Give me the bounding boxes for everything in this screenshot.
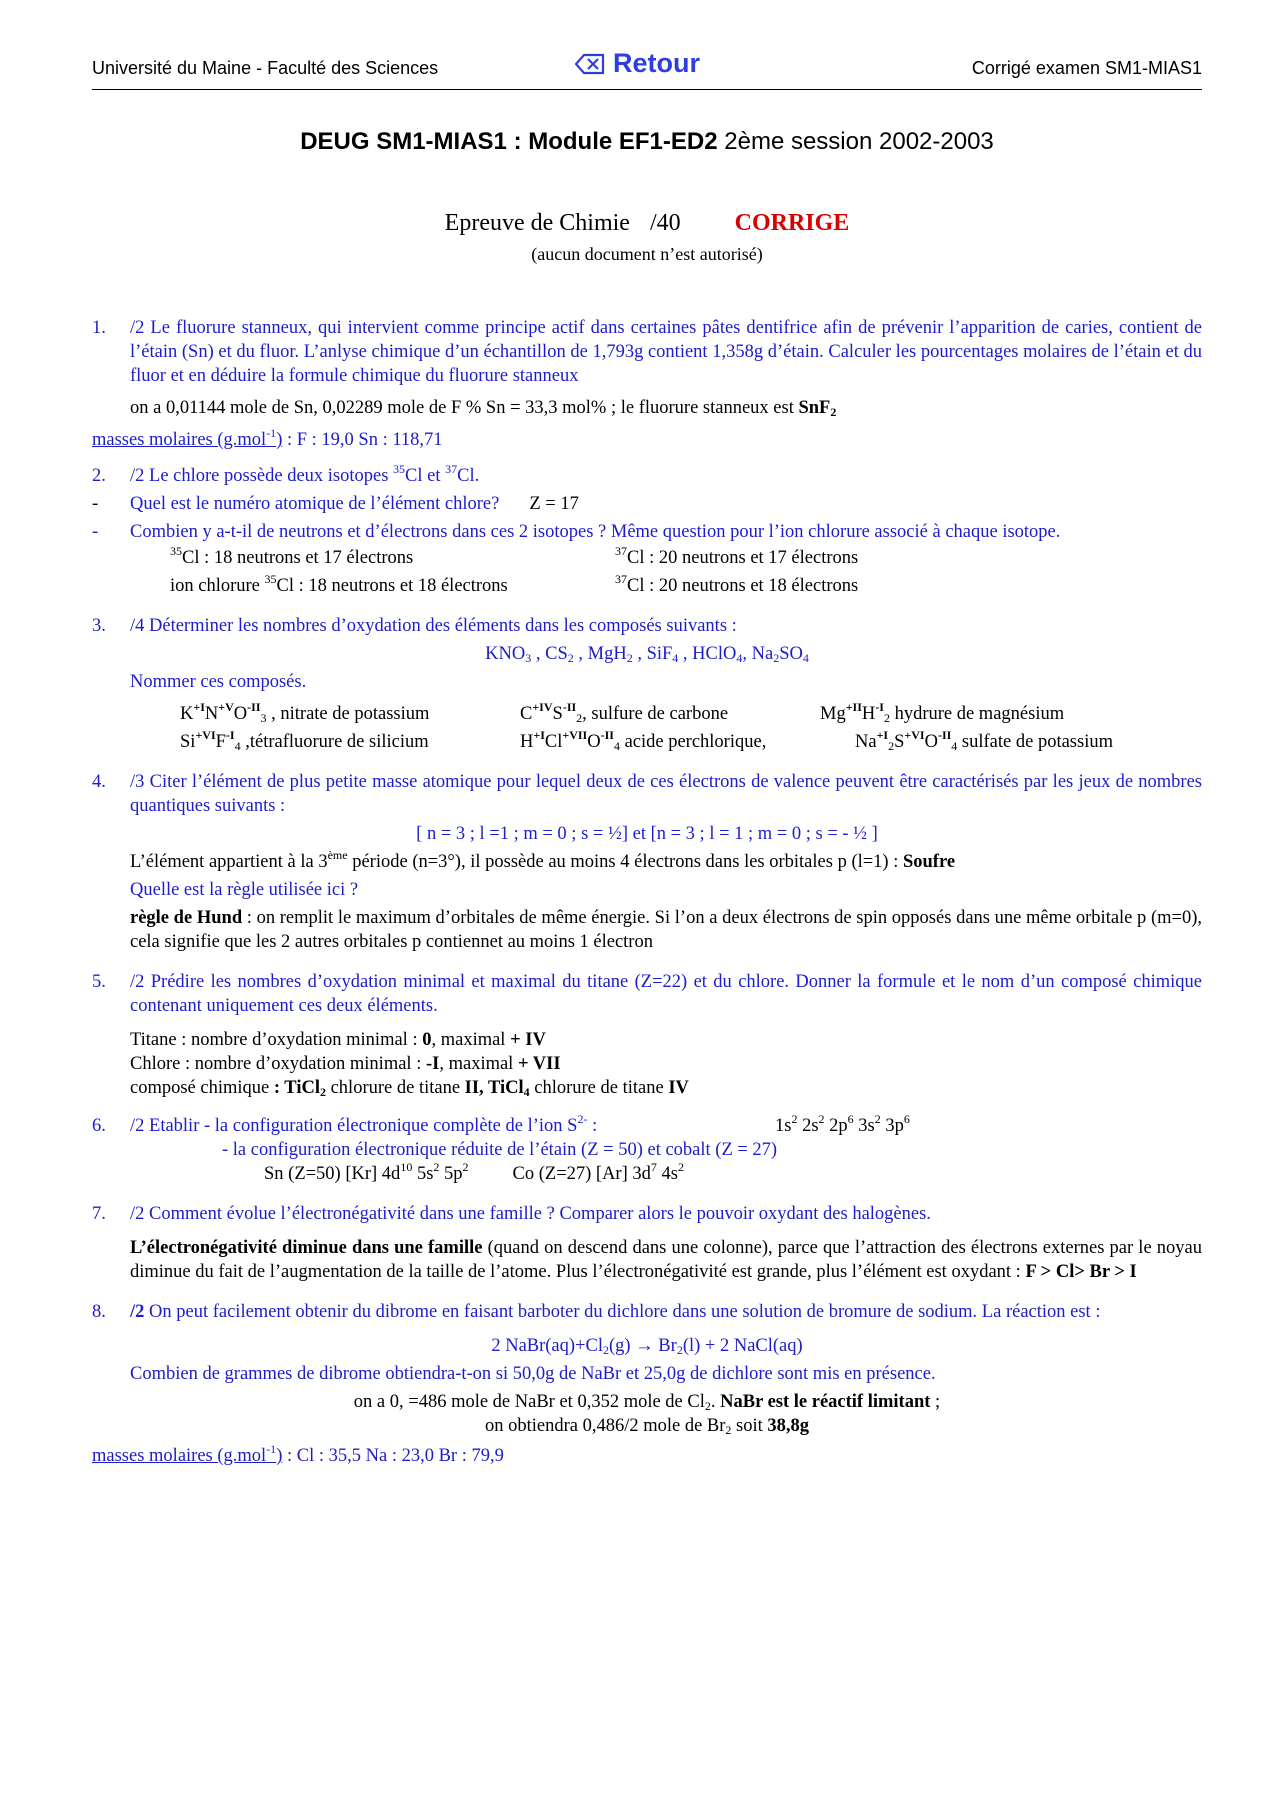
name: sulfate de potassium (961, 732, 1113, 752)
q3-row-2 (180, 730, 1202, 754)
name: ,tétrafluorure de silicium (245, 732, 429, 752)
dash: - (92, 522, 99, 542)
q5-answers (92, 1028, 1202, 1100)
r1-right (615, 546, 858, 570)
title-bold: DEUG SM1-MIAS1 : Module EF1-ED2 (300, 128, 718, 155)
header-exam: Corrigé examen SM1-MIAS1 (971, 58, 1202, 78)
t: . (710, 1392, 721, 1412)
q8-reaction: 2 $NaBr(aq)+Cl_2(g) \to Br_2(l) + 2$ NaCl(aq) (491, 1336, 803, 1357)
question-6 (92, 1114, 1202, 1138)
q2-answers (92, 546, 1202, 598)
masses-label-text: masses molaires (g.mol (92, 1446, 267, 1466)
ans-bold: Soufre (902, 852, 956, 872)
masses-close: ) (276, 430, 283, 450)
txt: Cl : 18 neutrons et 17 électrons (182, 548, 414, 568)
ans-a: L’élément appartient à la 3 (130, 852, 328, 872)
t: chlorure de titane (325, 1078, 465, 1098)
q8-question: Combien de grammes de dibrome obtiendra-t-on si 50,0g de NaBr et 25,0g de dichlore sont mis en présence. (130, 1364, 936, 1384)
t: Co (Z=27) [Ar] 3d (512, 1164, 651, 1184)
backspace-icon (575, 53, 605, 75)
question-text: /2 Le chlore possède deux isotopes (130, 466, 394, 486)
q2-dash-1 (92, 492, 1202, 516)
t: Chlore : nombre d’oxydation minimal : (130, 1054, 426, 1074)
kno3: $K^{+I}N^{+V}O^{-II}_3$ , nitrate de potassium (180, 700, 430, 725)
b: + VII (517, 1054, 561, 1074)
question-text: /2 Prédire les nombres d’oxydation minimal et maximal du titane (Z=22) et du chlore. Donner la formule et le nom d’un composé chimique contenant uniquement ces deux éléments. (130, 972, 1202, 1016)
question-text: /2 Le fluorure stanneux, qui intervient comme principe actif dans certaines pâtes dentifrice afin de prévenir l’apparition de caries, contient de l’étain (Sn) et du fluor. L’anlyse chimique d’un échantillon de 1,793g contient 1,358g d’étain. Calculer les pourcentages molaires de l’étain et du fluor et en déduire la formule chimique du fluorure stanneux (130, 318, 1202, 386)
na2so4: $Na^{+I}_2S^{+VI}O^{-II}_4$ sulfate de potassium (855, 728, 1113, 753)
header-university: Université du Maine - Faculté des Sciences (92, 58, 439, 78)
dot: . (474, 466, 480, 486)
cs2: $C^{+IV}S^{-II}_2$, sulfure de carbone (520, 700, 729, 725)
co-config: Co (Z=27) [Ar] $3d^7$ $4s^2$ (512, 1160, 684, 1184)
q3-row-1 (180, 702, 1202, 726)
cl: Cl (457, 466, 475, 486)
answer-1 (92, 396, 1202, 420)
question-1 (92, 316, 1202, 388)
masses-sup: -1 (266, 426, 277, 440)
q4-answer (92, 850, 1202, 874)
hclo4: $H^{+I}Cl^{+VII}O^{-II}_4$ acide perchlorique, (520, 728, 767, 753)
txt: Cl : 20 neutrons et 18 électrons (627, 576, 859, 596)
masses-1 (92, 428, 1202, 452)
b: II, TiCl$_4$ (464, 1078, 530, 1099)
row-ion (170, 574, 1202, 598)
t: : (587, 1116, 598, 1136)
t: Titane : nombre d’oxydation minimal : (130, 1030, 423, 1050)
formula (798, 398, 836, 418)
dash: - (92, 494, 99, 514)
back-button[interactable] (575, 48, 700, 79)
prefix: ion chlorure (170, 576, 265, 596)
r2-right (615, 574, 858, 598)
ans-sup: ème (327, 848, 348, 862)
dash-question: Combien y a-t-il de neutrons et d’électrons dans ces 2 isotopes ? Même question pour l’ion chlorure associé à chaque isotope. (130, 522, 1061, 542)
txt: Cl : 20 neutrons et 17 électrons (627, 548, 859, 568)
t: (quand on descend dans une colonne), parce que l’attraction des électrons externes par le noyau diminue du fait de l’augmentation de la taille de l’atome. Plus l’électronégativité est grande, plus l’élément est oxydant : (130, 1238, 1202, 1282)
q6-configs (92, 1162, 1202, 1186)
masses-values: : F : 19,0 Sn : 118,71 (286, 430, 443, 450)
question-text: /3 Citer l’élément de plus petite masse atomique pour lequel deux de ces électrons de valence peuvent être caractérisés par les jeux de nombres quantiques suivants : (130, 772, 1202, 816)
ans-b: période (n=3°), il possède au moins 4 électrons dans les orbitales p (l=1) : (347, 852, 903, 872)
sup: 35 (170, 544, 182, 558)
t: , maximal (439, 1054, 518, 1074)
q3-nommer: Nommer ces composés. (130, 672, 307, 692)
exam-subtitle (92, 210, 1202, 237)
name: , nitrate de potassium (271, 704, 430, 724)
dash-question: Quel est le numéro atomique de l’élément chlore? (130, 494, 500, 514)
sup: 35 (264, 572, 277, 586)
mgh2: $Mg^{+II}H^{-I}_2$ hydrure de magnésium (820, 700, 1065, 725)
q3-compounds: $KNO_3$ , $CS_2$ , MgH$_2$ , SiF$_4$ , HClO$_4$, $Na_2SO_4$ (485, 644, 809, 665)
iso-37: 37 (445, 462, 458, 476)
sup: 37 (615, 544, 627, 558)
t: : TiCl (273, 1078, 320, 1098)
b: : TiCl$_2$ (273, 1078, 326, 1099)
points: /40 (649, 210, 681, 236)
formula-main: SnF (798, 398, 831, 418)
question-text: /4 Déterminer les nombres d’oxydation des éléments dans les composés suivants : (130, 616, 737, 636)
header-divider (92, 89, 1202, 90)
masses-close: ) (276, 1446, 283, 1466)
name: hydrure de magnésium (894, 704, 1065, 724)
masses-label (92, 1442, 283, 1466)
corrige-label: CORRIGE (734, 210, 850, 236)
questions (92, 316, 1202, 1468)
q5-line-3 (130, 1076, 1202, 1100)
t: , maximal (431, 1030, 511, 1050)
s2-config: $1s^2$ $2s^2$ $2p^6$ $3s^2$ $3p^6$ (775, 1112, 910, 1136)
exam-note: (aucun document n’est autorisé) (531, 244, 763, 264)
formula-sub: 2 (830, 405, 837, 419)
question-number: 8. (92, 1302, 106, 1322)
b: 38,8g (767, 1416, 810, 1436)
t: composé chimique (130, 1078, 274, 1098)
question-number: 3. (92, 616, 106, 636)
txt: Cl : 18 neutrons et 18 électrons (276, 576, 508, 596)
answer-text: on a 0,01144 mole de Sn, 0,02289 mole de F % Sn = 33,3 mol% ; le fluorure stanneux est (130, 398, 799, 418)
epreuve: Epreuve de Chimie (444, 210, 630, 236)
t: chlorure de titane (529, 1078, 669, 1098)
question-number: 5. (92, 972, 106, 992)
question-3 (92, 614, 1202, 638)
q4-quantum-numbers: [ n = 3 ; l =1 ; m = 0 ; s = ½] et [n = 3 ; l = 1 ; m = 0 ; s = - ½ ] (416, 824, 878, 844)
page (92, 48, 1202, 1466)
sup: 37 (615, 572, 627, 586)
t: on a 0, =486 mole de NaBr et 0,352 mole de Cl (353, 1392, 705, 1412)
masses-8 (92, 1444, 1202, 1468)
rule-bold: règle de Hund (130, 908, 243, 928)
question-8 (92, 1300, 1202, 1324)
q5-line-2 (130, 1052, 1202, 1076)
et: et (422, 466, 446, 486)
q2-dash-2 (92, 520, 1202, 544)
iso-35: 35 (393, 462, 406, 476)
page-title (92, 128, 1202, 156)
question-number: 1. (92, 318, 106, 338)
b: NaBr est le réactif limitant (720, 1392, 931, 1412)
question-number: 2. (92, 466, 106, 486)
question-text: /2 Comment évolue l’électronégativité dans une famille ? Comparer alors le pouvoir oxydant des halogènes. (130, 1204, 931, 1224)
masses-label-text: masses molaires (g.mol (92, 430, 267, 450)
q6-line-2: - la configuration électronique réduite de l’étain (Z = 50) et cobalt (Z = 27) (222, 1140, 778, 1160)
name: , sulfure de carbone (582, 704, 729, 724)
r1-left (170, 546, 615, 570)
masses-label (92, 426, 283, 450)
q8-answer-2: on obtiendra 0,486/2 mole de $Br_2$ soit 38,8g (484, 1416, 810, 1437)
b: L’électronégativité diminue dans une famille (130, 1238, 483, 1258)
page-header (92, 48, 1202, 88)
sn-config: Sn (Z=50) [Kr] $4d^{10}$ $5s^2$ $5p^2$ (264, 1160, 469, 1184)
sif4: $Si^{+VI}F^{-I}_4$ ,tétrafluorure de silicium (180, 728, 429, 753)
q4-rule-answer (92, 906, 1202, 954)
question-text: On peut facilement obtenir du dibrome en faisant barboter du dichlore dans une solution de bromure de sodium. La réaction est : (144, 1302, 1101, 1322)
name: acide perchlorique, (624, 732, 767, 752)
b: 0 (422, 1030, 432, 1050)
question-number: 7. (92, 1204, 106, 1224)
row-neutral (170, 546, 1202, 570)
t: on obtiendra 0,486/2 mole de Br (484, 1416, 726, 1436)
dash-answer: Z = 17 (529, 494, 579, 514)
question-5 (92, 970, 1202, 1018)
r2-left (170, 574, 615, 598)
b: + IV (510, 1030, 546, 1050)
rule-text: : on remplit le maximum d’orbitales de même énergie. Si l’on a deux électrons de spin opposés dans une même orbitale p (m=0), cela signifie que les 2 autres orbitales p contiennet au moins 1 électron (130, 908, 1202, 952)
t: soit (731, 1416, 768, 1436)
b: -I (425, 1054, 440, 1074)
q7-answer (92, 1236, 1202, 1284)
b: /2 (130, 1302, 145, 1322)
question-text: /2 Etablir - la configuration électronique complète de l’ion S (130, 1116, 578, 1136)
question-7 (92, 1202, 1202, 1226)
cl: Cl (405, 466, 423, 486)
q3-answers (92, 702, 1202, 754)
question-number: 4. (92, 772, 106, 792)
q8-answer-1: on a 0, =486 mole de NaBr et 0,352 mole de $Cl_2$. NaBr est le réactif limitant ; (353, 1392, 941, 1413)
t: ; (930, 1392, 941, 1412)
masses-sup: -1 (266, 1442, 277, 1456)
question-number: 6. (92, 1116, 106, 1136)
t: II, TiCl (464, 1078, 524, 1098)
question-4 (92, 770, 1202, 818)
t: Sn (Z=50) [Kr] 4d (264, 1164, 401, 1184)
question-2 (92, 464, 1202, 488)
q5-line-1 (130, 1028, 1202, 1052)
b: IV (668, 1078, 689, 1098)
q4-rule-question: Quelle est la règle utilisée ici ? (130, 880, 359, 900)
back-label: Retour (613, 48, 700, 78)
masses-values: : Cl : 35,5 Na : 23,0 Br : 79,9 (286, 1446, 504, 1466)
b: F > Cl> Br > I (1025, 1262, 1137, 1282)
title-session: 2ème session 2002-2003 (724, 128, 994, 155)
sup: 2- (577, 1112, 588, 1126)
